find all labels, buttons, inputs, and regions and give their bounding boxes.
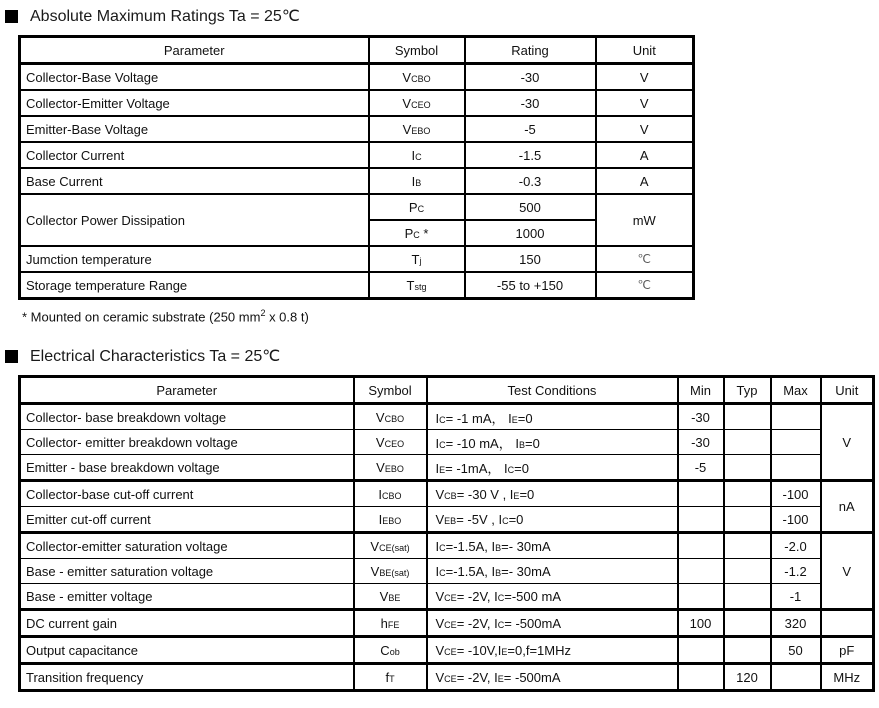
col-header-unit: Unit — [596, 37, 694, 64]
symbol-cell: hFE — [354, 610, 427, 637]
symbol-cell: PC — [369, 194, 465, 220]
max-cell: -2.0 — [771, 533, 821, 559]
col-header-parameter: Parameter — [20, 377, 354, 404]
param-cell: Emitter-Base Voltage — [20, 116, 369, 142]
section-title-electrical-characteristics — [5, 346, 879, 366]
max-cell: -100 — [771, 481, 821, 507]
min-cell: -30 — [678, 430, 724, 455]
conditions-cell: VCE= -10V,IE=0,f=1MHz — [427, 637, 678, 664]
typ-cell — [724, 559, 771, 584]
rating-cell: -1.5 — [465, 142, 596, 168]
col-header-typ: Typ — [724, 377, 771, 404]
param-cell: Base - emitter voltage — [20, 584, 354, 610]
footnote: * Mounted on ceramic substrate (250 $mm^2$ x 0.8 t) — [22, 308, 309, 325]
typ-cell — [724, 404, 771, 430]
max-cell — [771, 430, 821, 455]
typ-cell — [724, 610, 771, 637]
max-cell: -1 — [771, 584, 821, 610]
table-row — [20, 610, 874, 637]
typ-cell — [724, 481, 771, 507]
unit-cell: nA — [821, 481, 874, 533]
symbol-cell: fT — [354, 664, 427, 691]
table-row — [20, 404, 874, 430]
section-bullet-icon — [5, 10, 18, 23]
table-row — [20, 194, 694, 220]
conditions-cell: IC= -10 mA， IB=0 — [427, 430, 678, 455]
unit-cell: V — [821, 533, 874, 610]
col-header-max: Max — [771, 377, 821, 404]
param-cell: Collector- base breakdown voltage — [20, 404, 354, 430]
conditions-cell: IC=-1.5A, IB=- 30mA — [427, 533, 678, 559]
max-cell: 50 — [771, 637, 821, 664]
symbol-cell: VEBO — [369, 116, 465, 142]
symbol-cell: VBE(sat) — [354, 559, 427, 584]
symbol-cell: VCBO — [369, 64, 465, 91]
max-cell: -100 — [771, 507, 821, 533]
amr-table — [18, 35, 695, 300]
symbol-cell: Tj — [369, 246, 465, 272]
typ-cell — [724, 533, 771, 559]
param-cell: Collector-Emitter Voltage — [20, 90, 369, 116]
rating-cell: 500 — [465, 194, 596, 220]
symbol-cell: VBE — [354, 584, 427, 610]
col-header-test-conditions: Test Conditions — [427, 377, 678, 404]
section-title-text: Electrical Characteristics Ta = 25℃ — [30, 348, 281, 366]
conditions-cell: VCE= -2V, IC=-500 mA — [427, 584, 678, 610]
table-header-row — [20, 37, 694, 64]
col-header-parameter: Parameter — [20, 37, 369, 64]
conditions-cell: VEB= -5V , IC=0 — [427, 507, 678, 533]
param-cell: Jumction temperature — [20, 246, 369, 272]
table-row — [20, 64, 694, 91]
table-row — [20, 559, 874, 584]
table-header-row — [20, 377, 874, 404]
conditions-cell: IC= -1 mA， IE=0 — [427, 404, 678, 430]
symbol-cell: VEBO — [354, 455, 427, 481]
param-cell: Collector Power Dissipation — [20, 194, 369, 246]
symbol-cell: VCBO — [354, 404, 427, 430]
unit-cell: V — [596, 90, 694, 116]
unit-cell: V — [596, 116, 694, 142]
table-row — [20, 430, 874, 455]
table-row — [20, 116, 694, 142]
unit-cell: MHz — [821, 664, 874, 691]
col-header-symbol: Symbol — [369, 37, 465, 64]
param-cell: Collector-emitter saturation voltage — [20, 533, 354, 559]
col-header-symbol: Symbol — [354, 377, 427, 404]
section-title-absolute-maximum-ratings — [5, 6, 879, 26]
min-cell — [678, 507, 724, 533]
symbol-cell: VCEO — [369, 90, 465, 116]
ec-table — [18, 375, 875, 692]
unit-cell: ℃ — [596, 272, 694, 299]
min-cell — [678, 637, 724, 664]
param-cell: Collector-Base Voltage — [20, 64, 369, 91]
unit-cell: V — [596, 64, 694, 91]
section-title-text: Absolute Maximum Ratings Ta = 25℃ — [30, 8, 300, 25]
typ-cell — [724, 455, 771, 481]
symbol-cell: VCEO — [354, 430, 427, 455]
unit-cell: mW — [596, 194, 694, 246]
min-cell — [678, 481, 724, 507]
unit-cell: A — [596, 142, 694, 168]
table-row — [20, 168, 694, 194]
param-cell: Collector-base cut-off current — [20, 481, 354, 507]
symbol-cell: Tstg — [369, 272, 465, 299]
conditions-cell: IC=-1.5A, IB=- 30mA — [427, 559, 678, 584]
conditions-cell: IE= -1mA， IC=0 — [427, 455, 678, 481]
min-cell — [678, 533, 724, 559]
typ-cell — [724, 637, 771, 664]
unit-cell: V — [821, 404, 874, 481]
typ-cell: 120 — [724, 664, 771, 691]
table-row — [20, 246, 694, 272]
param-cell: Collector- emitter breakdown voltage — [20, 430, 354, 455]
param-cell: Emitter cut-off current — [20, 507, 354, 533]
min-cell: -5 — [678, 455, 724, 481]
min-cell — [678, 584, 724, 610]
symbol-cell: Cob — [354, 637, 427, 664]
symbol-cell: IC — [369, 142, 465, 168]
symbol-cell: IB — [369, 168, 465, 194]
rating-cell: -0.3 — [465, 168, 596, 194]
symbol-cell: PC * — [369, 220, 465, 246]
rating-cell: -30 — [465, 90, 596, 116]
symbol-cell: VCE(sat) — [354, 533, 427, 559]
table-row — [20, 507, 874, 533]
param-cell: Storage temperature Range — [20, 272, 369, 299]
min-cell: -30 — [678, 404, 724, 430]
table-row — [20, 584, 874, 610]
col-header-unit: Unit — [821, 377, 874, 404]
min-cell: 100 — [678, 610, 724, 637]
rating-cell: 150 — [465, 246, 596, 272]
rating-cell: -55 to +150 — [465, 272, 596, 299]
table-row — [20, 142, 694, 168]
section-bullet-icon — [5, 350, 18, 363]
min-cell — [678, 559, 724, 584]
param-cell: Output capacitance — [20, 637, 354, 664]
unit-cell: ℃ — [596, 246, 694, 272]
max-cell: -1.2 — [771, 559, 821, 584]
table-row — [20, 481, 874, 507]
param-cell: Emitter - base breakdown voltage — [20, 455, 354, 481]
table-row — [20, 533, 874, 559]
rating-cell: -5 — [465, 116, 596, 142]
unit-cell: A — [596, 168, 694, 194]
param-cell: DC current gain — [20, 610, 354, 637]
param-cell: Transition frequency — [20, 664, 354, 691]
table-row — [20, 272, 694, 299]
param-cell: Base Current — [20, 168, 369, 194]
max-cell: 320 — [771, 610, 821, 637]
rating-cell: 1000 — [465, 220, 596, 246]
max-cell — [771, 664, 821, 691]
conditions-cell: VCE= -2V, IE= -500mA — [427, 664, 678, 691]
table-row — [20, 90, 694, 116]
param-cell: Collector Current — [20, 142, 369, 168]
unit-cell: pF — [821, 637, 874, 664]
conditions-cell: VCE= -2V, IC= -500mA — [427, 610, 678, 637]
rating-cell: -30 — [465, 64, 596, 91]
col-header-rating: Rating — [465, 37, 596, 64]
max-cell — [771, 455, 821, 481]
conditions-cell: VCB= -30 V , IE=0 — [427, 481, 678, 507]
table-row — [20, 664, 874, 691]
table-row — [20, 637, 874, 664]
col-header-min: Min — [678, 377, 724, 404]
typ-cell — [724, 507, 771, 533]
typ-cell — [724, 430, 771, 455]
unit-cell — [821, 610, 874, 637]
param-cell: Base - emitter saturation voltage — [20, 559, 354, 584]
table-row — [20, 455, 874, 481]
symbol-cell: ICBO — [354, 481, 427, 507]
min-cell — [678, 664, 724, 691]
symbol-cell: IEBO — [354, 507, 427, 533]
max-cell — [771, 404, 821, 430]
typ-cell — [724, 584, 771, 610]
